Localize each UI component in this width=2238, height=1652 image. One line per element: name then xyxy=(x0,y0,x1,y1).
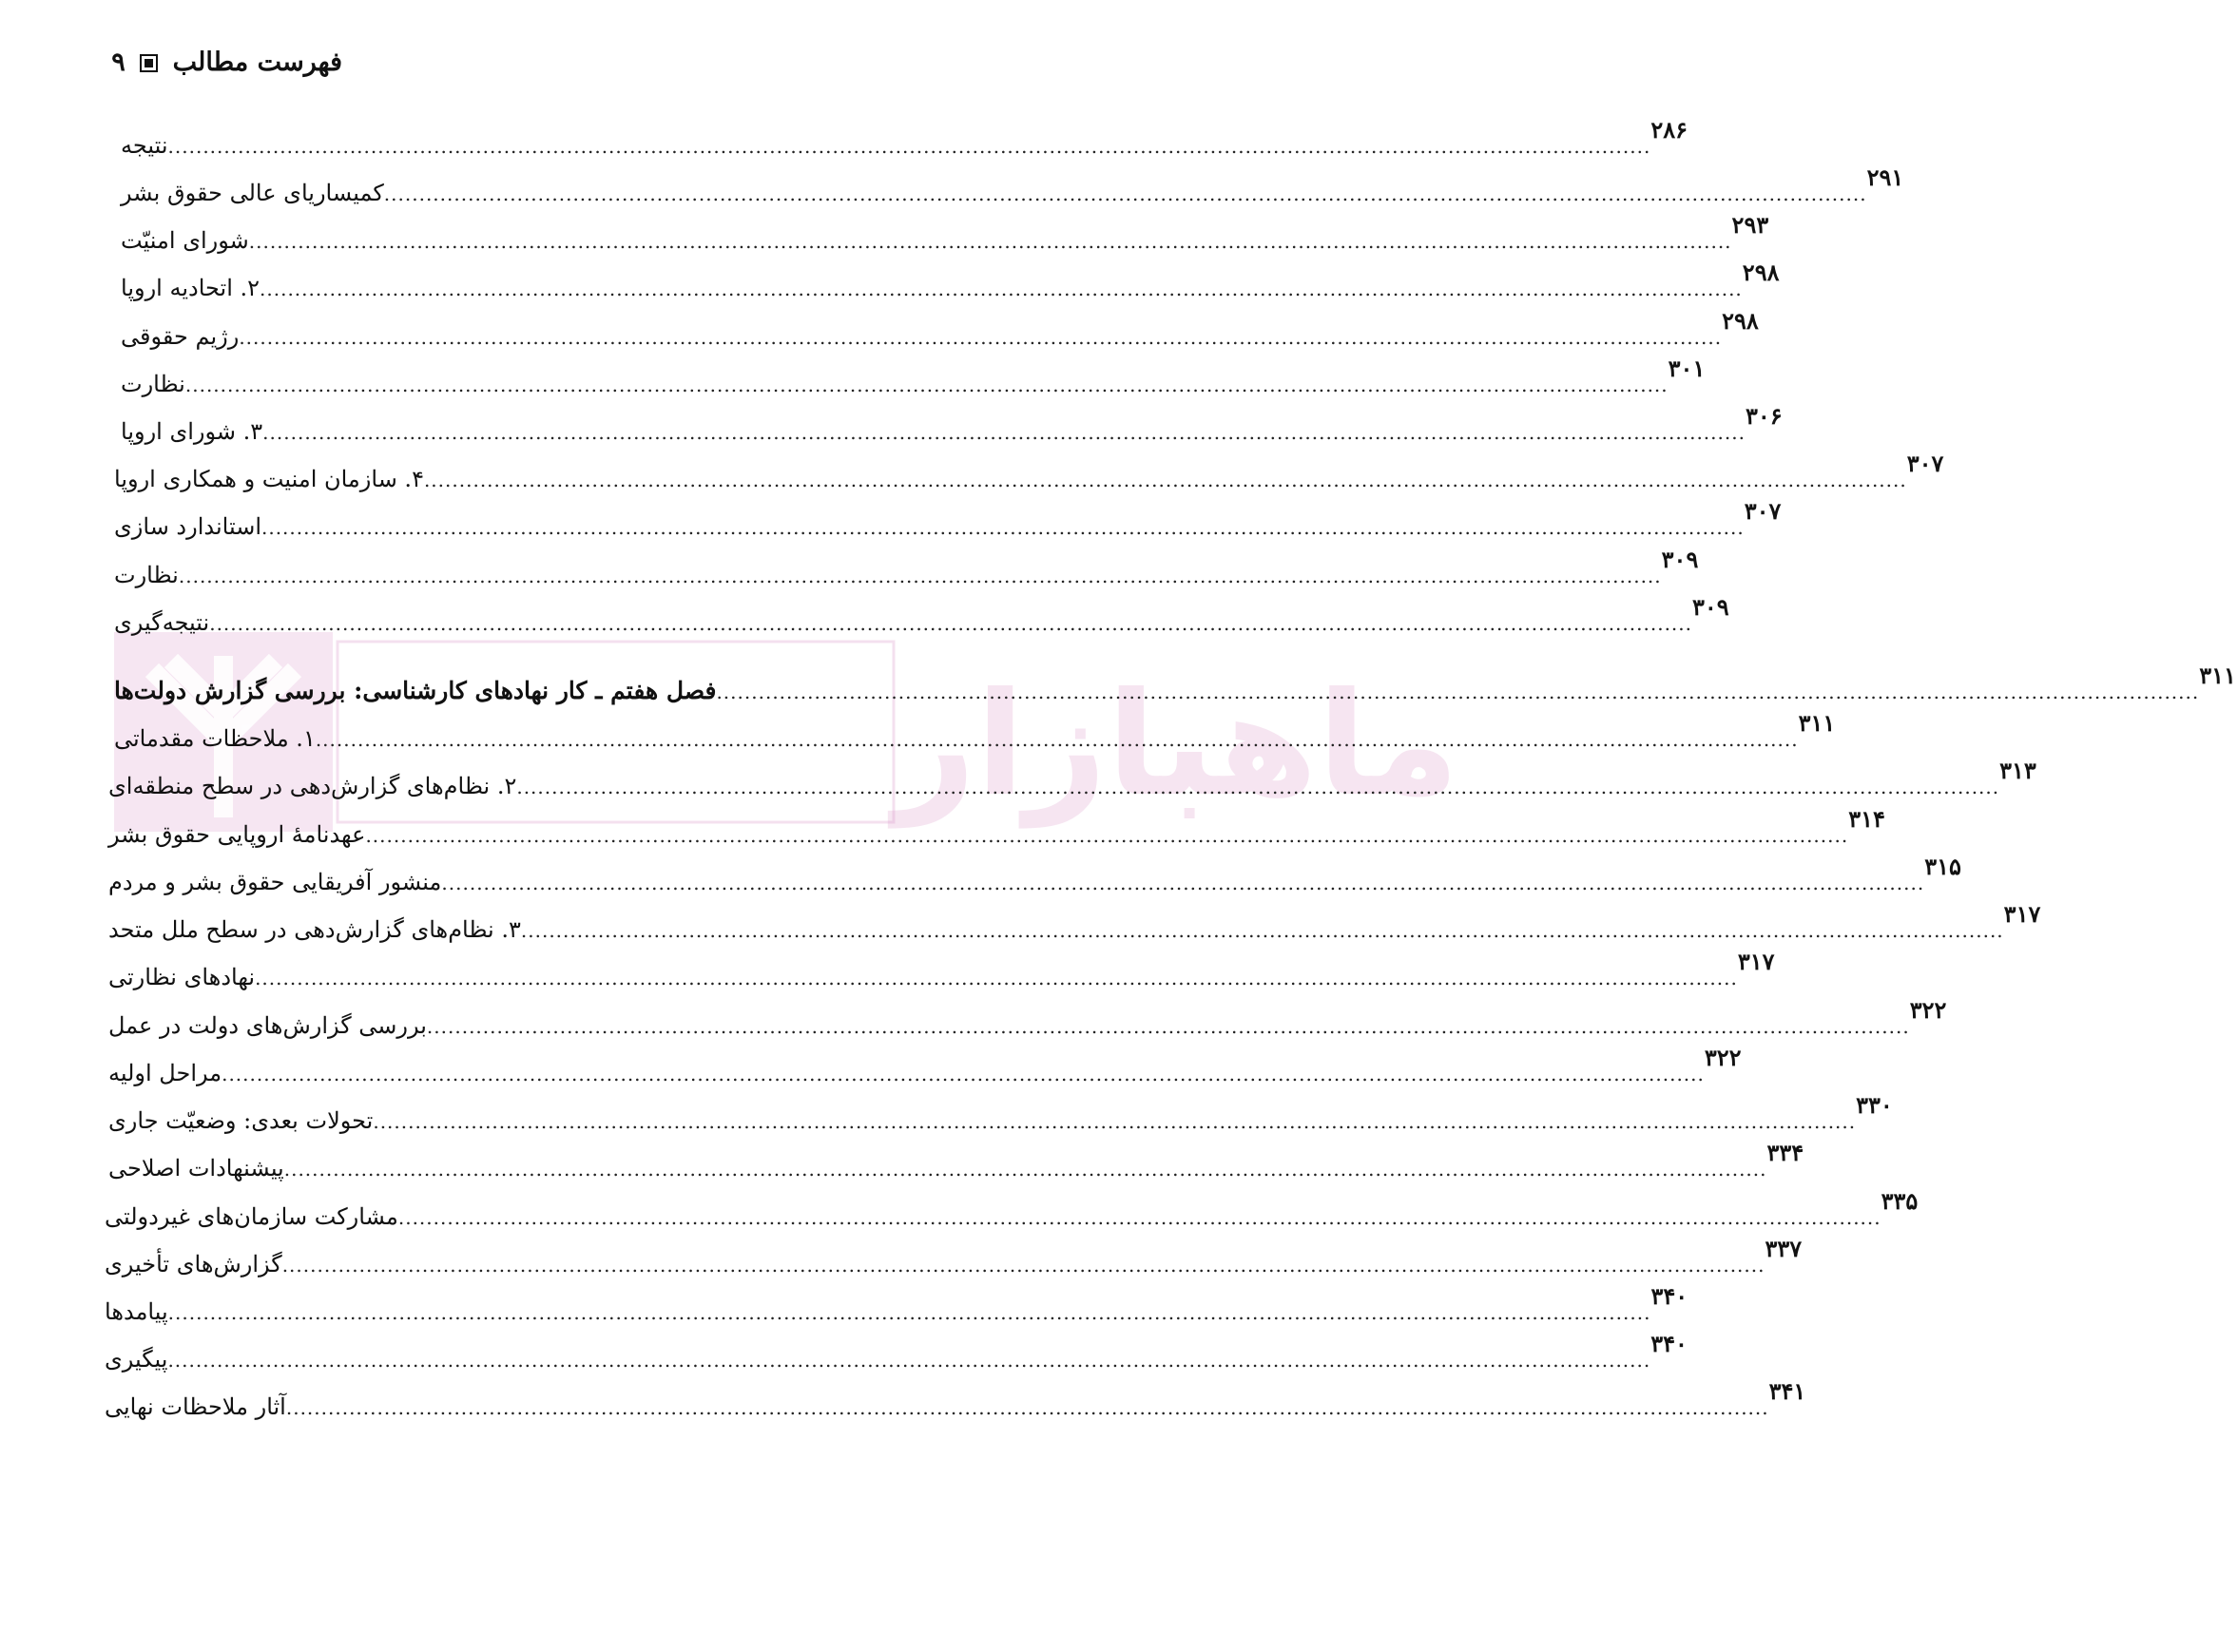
dot-leader xyxy=(261,514,1745,541)
toc-entry[interactable] xyxy=(112,709,1836,753)
toc-entry-title: مشارکت سازمان‌های غیردولتی xyxy=(105,1203,398,1230)
dot-leader xyxy=(185,372,1669,398)
toc-entry-page-number: ۲۹۸ xyxy=(1722,307,1759,335)
toc-entry-title: استاندارد سازی xyxy=(114,513,261,540)
dot-leader xyxy=(441,870,1924,896)
dot-leader xyxy=(262,419,1746,446)
dot-leader xyxy=(384,181,1867,207)
toc-entry-page-number: ۳۰۹ xyxy=(1692,593,1729,621)
toc-entry-title: ۲. نظام‌های گزارش‌دهی در سطح منطقه‌ای xyxy=(108,773,517,799)
toc-entry-title: پیشنهادات اصلاحی xyxy=(108,1155,284,1181)
toc-entry-title: کمیساریای عالی حقوق بشر xyxy=(121,180,384,206)
toc-entry-title: عهدنامهٔ اروپایی حقوق بشر xyxy=(108,821,366,848)
dot-leader xyxy=(209,610,1692,637)
dot-leader xyxy=(249,228,1732,255)
toc-entry-page-number: ۳۱۵ xyxy=(1924,853,1961,880)
dot-leader xyxy=(255,965,1738,991)
toc-entry-page-number: ۳۳۴ xyxy=(1766,1139,1804,1166)
toc-entry-page-number: ۳۴۱ xyxy=(1768,1377,1806,1405)
toc-entry[interactable] xyxy=(106,1044,1742,1087)
watermark-text: ماهبازار xyxy=(894,663,1459,828)
toc-entry[interactable] xyxy=(106,900,2041,944)
toc-entry[interactable] xyxy=(106,1139,1804,1182)
toc-entry-page-number: ۳۰۱ xyxy=(1668,355,1706,382)
toc-entry[interactable] xyxy=(103,1377,1806,1421)
toc-entry[interactable] xyxy=(119,259,1780,302)
toc-entry-title: ۳. نظام‌های گزارش‌دهی در سطح ملل متحد xyxy=(108,916,521,943)
toc-entry-page-number: ۳۰۹ xyxy=(1661,546,1699,573)
toc-entry-page-number: ۲۹۳ xyxy=(1731,211,1769,239)
toc-entry[interactable] xyxy=(106,996,1947,1040)
toc-entry-title: منشور آفریقایی حقوق بشر و مردم xyxy=(108,869,442,895)
toc-entry[interactable] xyxy=(106,853,1961,896)
toc-entry[interactable] xyxy=(119,402,1783,446)
toc-entry-page-number: ۲۸۶ xyxy=(1650,116,1688,144)
running-head-page-number: ۹ xyxy=(111,48,125,77)
toc-entry[interactable] xyxy=(106,1091,1893,1135)
toc-entry[interactable] xyxy=(103,1235,1803,1278)
dot-leader xyxy=(179,563,1662,589)
dot-leader xyxy=(373,1108,1856,1135)
toc-entry-page-number: ۳۰۷ xyxy=(1744,497,1782,525)
toc-entry-title: ۴. سازمان امنیت و همکاری اروپا xyxy=(114,466,424,492)
toc-entry[interactable] xyxy=(103,1330,1688,1373)
toc-entry-title: فصل هفتم ـ کار نهادهای کارشناسی: بررسی گزارش دولت‌ها xyxy=(114,677,717,704)
toc-entry-page-number: ۳۳۰ xyxy=(1856,1091,1893,1119)
dot-leader xyxy=(284,1156,1767,1182)
toc-entry[interactable] xyxy=(106,757,2036,800)
toc-entry-title: شورای امنیّت xyxy=(121,227,249,254)
toc-entry[interactable] xyxy=(103,1282,1688,1326)
dot-leader xyxy=(222,1061,1705,1087)
toc-entry-page-number: ۳۲۲ xyxy=(1704,1044,1742,1071)
toc-entry-page-number: ۲۹۸ xyxy=(1742,259,1780,286)
toc-entry[interactable] xyxy=(106,805,1885,849)
toc-entry-title: نتیجه xyxy=(121,132,168,159)
toc-entry[interactable] xyxy=(119,355,1706,398)
toc-entry-title: پیگیری xyxy=(105,1346,168,1373)
toc-chapter-entry[interactable] xyxy=(112,662,2236,705)
toc-entry[interactable] xyxy=(112,546,1699,589)
toc-entry[interactable] xyxy=(112,450,1944,493)
toc-entry-page-number: ۳۳۷ xyxy=(1765,1235,1803,1262)
dot-leader xyxy=(168,1299,1651,1326)
toc-entry[interactable] xyxy=(103,1187,1919,1231)
toc-entry-title: ۲. اتحادیه اروپا xyxy=(121,275,260,301)
toc-entry[interactable] xyxy=(112,497,1782,541)
toc-entry-title: آثار ملاحظات نهایی xyxy=(105,1393,286,1420)
toc-entry[interactable] xyxy=(119,307,1759,351)
toc-entry-title: نهادهای نظارتی xyxy=(108,964,256,990)
dot-leader xyxy=(282,1252,1765,1278)
dot-leader xyxy=(427,1013,1910,1040)
toc-entry[interactable] xyxy=(119,116,1688,160)
toc-entry[interactable] xyxy=(106,948,1775,991)
toc-entry-page-number: ۳۰۷ xyxy=(1906,450,1944,477)
toc-entry-page-number: ۳۱۱ xyxy=(2199,662,2236,689)
toc-entry-title: تحولات بعدی: وضعیّت جاری xyxy=(108,1107,374,1134)
toc-entry-title: گزارش‌های تأخیری xyxy=(105,1251,282,1277)
toc-entry-page-number: ۳۱۷ xyxy=(2003,900,2041,928)
dot-leader xyxy=(424,467,1907,493)
toc-entry-title: نظارت xyxy=(121,371,185,397)
dot-leader xyxy=(286,1394,1769,1421)
dot-leader xyxy=(167,1347,1650,1373)
toc-entry-page-number: ۳۱۷ xyxy=(1737,948,1775,975)
dot-leader xyxy=(316,726,1799,753)
toc-entry-page-number: ۳۲۲ xyxy=(1909,996,1947,1024)
toc-entry-title: نظارت xyxy=(114,562,179,588)
toc-entry-page-number: ۳۰۶ xyxy=(1745,402,1783,430)
toc-entry-page-number: ۲۹۱ xyxy=(1866,163,1904,191)
dot-leader xyxy=(365,822,1848,849)
toc-entry-title: مراحل اولیه xyxy=(108,1060,222,1086)
dot-leader xyxy=(168,133,1651,160)
dot-leader xyxy=(239,324,1722,351)
toc-entry-page-number: ۳۴۰ xyxy=(1650,1282,1688,1310)
toc-entry-page-number: ۳۱۳ xyxy=(1999,757,2036,784)
toc-entry[interactable] xyxy=(119,211,1769,255)
toc-entry-page-number: ۳۴۰ xyxy=(1650,1330,1688,1357)
toc-entry-title: نتیجه‌گیری xyxy=(114,609,210,636)
toc-entry-title: ۱. ملاحظات مقدماتی xyxy=(114,725,316,752)
toc-entry-page-number: ۳۱۱ xyxy=(1798,709,1836,737)
dot-leader xyxy=(716,679,2199,705)
toc-entry-title: پیامدها xyxy=(105,1298,168,1325)
dot-leader xyxy=(516,774,1999,800)
toc-entry-title: رژیم حقوقی xyxy=(121,323,240,350)
toc-entry-title: بررسی گزارش‌های دولت در عمل xyxy=(108,1012,427,1039)
toc-entry-title: ۳. شورای اروپا xyxy=(121,418,263,445)
dot-leader xyxy=(521,917,2004,944)
toc-entry[interactable] xyxy=(112,593,1729,637)
dot-leader xyxy=(260,276,1743,302)
toc-entry-page-number: ۳۳۵ xyxy=(1881,1187,1919,1215)
dot-leader xyxy=(398,1204,1881,1231)
toc-entry-page-number: ۳۱۴ xyxy=(1848,805,1885,833)
running-head-title: فهرست مطالب xyxy=(172,48,342,77)
toc-entry[interactable] xyxy=(119,163,1904,207)
